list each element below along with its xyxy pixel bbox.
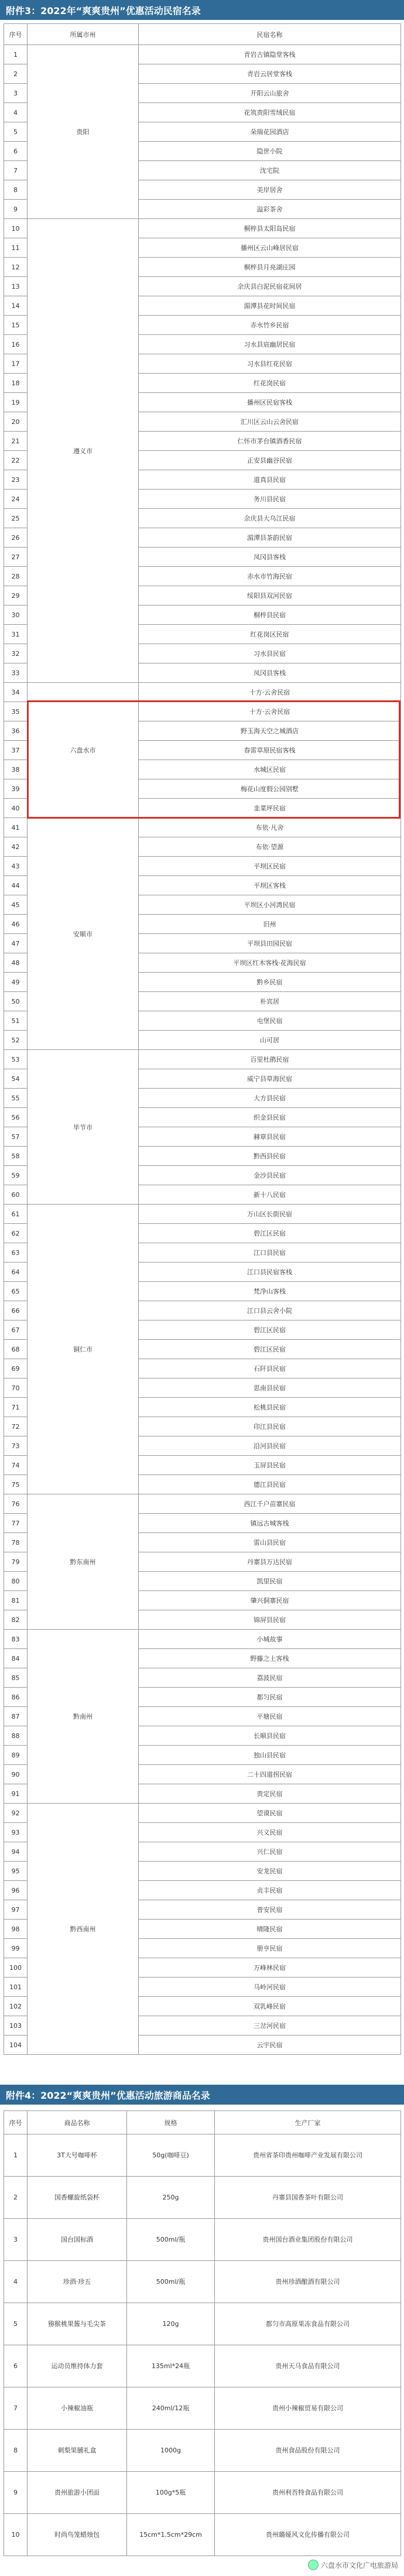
row-homestay-name: 习水县红花民宿 — [139, 354, 401, 374]
row-index: 23 — [4, 470, 28, 490]
row-spec: 500ml/瓶 — [127, 2261, 215, 2303]
wechat-icon — [308, 2560, 319, 2570]
row-maker: 贵州珍酒酿酒有限公司 — [215, 2261, 401, 2303]
row-index: 4 — [4, 103, 28, 122]
row-homestay-name: 碧江区民宿 — [139, 1224, 401, 1243]
table-row — [4, 2303, 401, 2345]
row-index: 11 — [4, 238, 28, 258]
row-homestay-name: 红花岗区民宿 — [139, 625, 401, 644]
row-index: 92 — [4, 1804, 28, 1823]
row-index: 22 — [4, 451, 28, 470]
row-homestay-name: 新十八民宿 — [139, 1185, 401, 1205]
row-index: 69 — [4, 1359, 28, 1378]
table-4-title: 附件4：2022“爽爽贵州”优惠活动旅游商品名录 — [0, 2085, 404, 2105]
row-product: 刺梨果脯礼盒 — [28, 2430, 127, 2472]
row-index: 96 — [4, 1881, 28, 1900]
row-index: 16 — [4, 335, 28, 354]
row-index: 14 — [4, 296, 28, 316]
row-homestay-name: 桐梓县月亮湖庄园 — [139, 258, 401, 277]
row-index: 66 — [4, 1301, 28, 1321]
row-index: 85 — [4, 1668, 28, 1688]
row-homestay-name: 长顺县民宿 — [139, 1726, 401, 1746]
row-index: 34 — [4, 683, 28, 702]
row-index: 27 — [4, 548, 28, 567]
watermark-text: 六盘水市文化广电旅游局 — [320, 2561, 398, 2570]
row-index: 29 — [4, 586, 28, 605]
table-4-section — [0, 2085, 404, 2105]
header-product: 商品名称 — [28, 2111, 127, 2134]
header-maker: 生产厂家 — [215, 2111, 401, 2134]
row-homestay-name: 印江县民宿 — [139, 1417, 401, 1436]
row-maker: 贵州小辣椒贸易有限公司 — [215, 2387, 401, 2430]
row-index: 2 — [4, 2177, 28, 2219]
row-homestay-name: 荔波民宿 — [139, 1668, 401, 1688]
row-index: 51 — [4, 1011, 28, 1031]
row-homestay-name: 平坝区民宿 — [139, 857, 401, 876]
row-product: 珍酒·珍五 — [28, 2261, 127, 2303]
table-row — [4, 2345, 401, 2387]
row-index: 71 — [4, 1398, 28, 1417]
row-homestay-name: 玉屏县民宿 — [139, 1456, 401, 1475]
row-index: 93 — [4, 1823, 28, 1842]
row-homestay-name: 万山区长街民宿 — [139, 1205, 401, 1224]
table-row — [4, 2387, 401, 2430]
table-row — [4, 219, 401, 238]
row-index: 32 — [4, 644, 28, 663]
row-index: 72 — [4, 1417, 28, 1436]
row-homestay-name: 松桃县民宿 — [139, 1398, 401, 1417]
row-maker: 都匀市高原果冻食品有限公司 — [215, 2303, 401, 2345]
row-homestay-name: 务川县民宿 — [139, 490, 401, 509]
row-homestay-name: 江口县云舍小院 — [139, 1301, 401, 1321]
row-index: 6 — [4, 2345, 28, 2387]
header-index: 序号 — [4, 24, 28, 45]
table-row — [4, 1630, 401, 1649]
row-homestay-name: 习水县宸幽居民宿 — [139, 335, 401, 354]
row-homestay-name: 安龙民宿 — [139, 1862, 401, 1881]
row-index: 65 — [4, 1282, 28, 1301]
table-row — [4, 2261, 401, 2303]
row-index: 47 — [4, 934, 28, 953]
row-homestay-name: 青岩云居堂客栈 — [139, 64, 401, 84]
table-row — [4, 2514, 401, 2556]
row-homestay-name: 百里杜鹃民宿 — [139, 1050, 401, 1069]
row-homestay-name: 湄潭县茶韵民宿 — [139, 528, 401, 548]
row-homestay-name: 布依·望源 — [139, 837, 401, 857]
row-homestay-name: 开阳云山旅舍 — [139, 84, 401, 103]
table-3-section — [0, 0, 404, 20]
row-homestay-name: 册亨民宿 — [139, 1939, 401, 1958]
row-index: 31 — [4, 625, 28, 644]
row-homestay-name: 普安民宿 — [139, 1900, 401, 1920]
row-homestay-name: 独山县民宿 — [139, 1746, 401, 1765]
table-row — [4, 2177, 401, 2219]
table-row — [4, 2472, 401, 2514]
table-row — [4, 45, 401, 64]
row-index: 82 — [4, 1610, 28, 1630]
row-homestay-name: 二十四道拐民宿 — [139, 1765, 401, 1784]
row-homestay-name: 凤冈县客栈 — [139, 548, 401, 567]
row-homestay-name: 青岩古镇隐堂客栈 — [139, 45, 401, 64]
row-index: 3 — [4, 84, 28, 103]
row-homestay-name: 赤水市竹海民宿 — [139, 567, 401, 586]
row-homestay-name: 雷山县民宿 — [139, 1533, 401, 1552]
row-index: 91 — [4, 1784, 28, 1804]
row-index: 44 — [4, 876, 28, 895]
row-index: 7 — [4, 2387, 28, 2430]
row-index: 52 — [4, 1031, 28, 1050]
row-homestay-name: 马岭河民宿 — [139, 1978, 401, 1997]
row-index: 98 — [4, 1920, 28, 1939]
table-row — [4, 818, 401, 837]
header-spec: 规格 — [127, 2111, 215, 2134]
row-spec: 135ml*24瓶 — [127, 2345, 215, 2387]
row-maker: 丹寨县国香茶叶有限公司 — [215, 2177, 401, 2219]
row-index: 78 — [4, 1533, 28, 1552]
row-index: 80 — [4, 1572, 28, 1591]
row-homestay-name: 江口县民宿客栈 — [139, 1263, 401, 1282]
row-homestay-name: 习水县民宿 — [139, 644, 401, 663]
header-name: 民宿名称 — [139, 24, 401, 45]
row-homestay-name: 双乳峰民宿 — [139, 1997, 401, 2016]
row-product: 3T大号咖啡杯 — [28, 2134, 127, 2177]
row-index: 68 — [4, 1340, 28, 1359]
row-index: 61 — [4, 1205, 28, 1224]
row-index: 100 — [4, 1958, 28, 1978]
row-homestay-name: 布依·凡舍 — [139, 818, 401, 837]
row-homestay-name: 三岔河民宿 — [139, 2016, 401, 2036]
row-index: 74 — [4, 1456, 28, 1475]
row-index: 1 — [4, 45, 28, 64]
row-index: 3 — [4, 2219, 28, 2261]
row-homestay-name: 肇兴侗寨民宿 — [139, 1591, 401, 1610]
table-row — [4, 1050, 401, 1069]
row-index: 2 — [4, 64, 28, 84]
row-index: 99 — [4, 1939, 28, 1958]
row-index: 101 — [4, 1978, 28, 1997]
row-index: 70 — [4, 1378, 28, 1398]
row-homestay-name: 隐世小院 — [139, 142, 401, 161]
table-row — [4, 1205, 401, 1224]
row-index: 40 — [4, 799, 28, 818]
row-index: 90 — [4, 1765, 28, 1784]
row-index: 1 — [4, 2134, 28, 2177]
row-homestay-name: 红花岗民宿 — [139, 374, 401, 393]
row-index: 9 — [4, 200, 28, 219]
row-index: 97 — [4, 1900, 28, 1920]
row-index: 50 — [4, 992, 28, 1011]
row-index: 33 — [4, 663, 28, 683]
row-index: 53 — [4, 1050, 28, 1069]
row-index: 15 — [4, 316, 28, 335]
watermark — [308, 2560, 398, 2570]
row-homestay-name: 贵定民宿 — [139, 1784, 401, 1804]
row-index: 62 — [4, 1224, 28, 1243]
table-row — [4, 2219, 401, 2261]
row-product: 猕猴桃果酱与毛尖茶 — [28, 2303, 127, 2345]
row-city: 六盘水市 — [28, 683, 139, 818]
row-index: 83 — [4, 1630, 28, 1649]
row-spec: 500ml/瓶 — [127, 2219, 215, 2261]
row-index: 89 — [4, 1746, 28, 1765]
row-index: 30 — [4, 605, 28, 625]
row-index: 5 — [4, 2303, 28, 2345]
row-index: 42 — [4, 837, 28, 857]
row-index: 21 — [4, 432, 28, 451]
row-index: 28 — [4, 567, 28, 586]
row-index: 81 — [4, 1591, 28, 1610]
row-maker: 贵州璐娅风文化传播有限公司 — [215, 2514, 401, 2556]
row-index: 18 — [4, 374, 28, 393]
row-homestay-name: 晴隆民宿 — [139, 1920, 401, 1939]
row-homestay-name: 道真县民宿 — [139, 470, 401, 490]
row-maker: 贵州利吾特食品有限公司 — [215, 2472, 401, 2514]
row-index: 45 — [4, 895, 28, 915]
row-product: 贵州旅游小团面 — [28, 2472, 127, 2514]
table-row — [4, 1804, 401, 1823]
row-spec: 100g*5瓶 — [127, 2472, 215, 2514]
row-index: 76 — [4, 1494, 28, 1514]
row-homestay-name: 桐梓县民宿 — [139, 605, 401, 625]
row-index: 25 — [4, 509, 28, 528]
row-homestay-name: 西江千户苗寨民宿 — [139, 1494, 401, 1514]
row-index: 57 — [4, 1127, 28, 1147]
row-city: 贵阳 — [28, 45, 139, 219]
row-homestay-name: 花筑贵阳雪绒民宿 — [139, 103, 401, 122]
row-index: 79 — [4, 1552, 28, 1572]
row-homestay-name: 织金县民宿 — [139, 1108, 401, 1127]
row-index: 86 — [4, 1688, 28, 1707]
row-homestay-name: 旧州 — [139, 915, 401, 934]
row-homestay-name: 黔乡民宿 — [139, 973, 401, 992]
row-index: 13 — [4, 277, 28, 296]
row-homestay-name: 屯堡民宿 — [139, 1011, 401, 1031]
row-homestay-name: 平坝县田园民宿 — [139, 934, 401, 953]
row-homestay-name: 朴宾居 — [139, 992, 401, 1011]
row-index: 10 — [4, 219, 28, 238]
row-homestay-name: 余庆县大乌江民宿 — [139, 509, 401, 528]
row-index: 41 — [4, 818, 28, 837]
row-homestay-name: 野玉海天空之城酒店 — [139, 721, 401, 741]
table-3-title: 附件3：2022年“爽爽贵州”优惠活动民宿名录 — [0, 0, 404, 20]
row-index: 103 — [4, 2016, 28, 2036]
row-homestay-name: 石阡县民宿 — [139, 1359, 401, 1378]
row-index: 84 — [4, 1649, 28, 1668]
row-homestay-name: 赫章县民宿 — [139, 1127, 401, 1147]
row-index: 9 — [4, 2472, 28, 2514]
row-homestay-name: 正安县幽谷民宿 — [139, 451, 401, 470]
row-homestay-name: 思南县民宿 — [139, 1378, 401, 1398]
row-city: 黔西南州 — [28, 1804, 139, 2055]
table-3 — [4, 23, 401, 2055]
row-homestay-name: 汇川区云山云舍民宿 — [139, 412, 401, 432]
row-spec: 50g(咖啡豆) — [127, 2134, 215, 2177]
row-homestay-name: 美岸居舍 — [139, 180, 401, 200]
row-maker: 贵州天马食品有限公司 — [215, 2345, 401, 2387]
row-city: 安顺市 — [28, 818, 139, 1050]
table-row — [4, 2134, 401, 2177]
row-spec: 120g — [127, 2303, 215, 2345]
row-maker: 贵州食品股份有限公司 — [215, 2430, 401, 2472]
row-homestay-name: 锦屏县民宿 — [139, 1610, 401, 1630]
row-homestay-name: 碧江区民宿 — [139, 1340, 401, 1359]
row-index: 54 — [4, 1069, 28, 1089]
row-homestay-name: 金沙县民宿 — [139, 1166, 401, 1185]
row-spec: 15cm*1.5cm*29cm — [127, 2514, 215, 2556]
row-homestay-name: 德江县民宿 — [139, 1475, 401, 1494]
row-index: 75 — [4, 1475, 28, 1494]
header-index: 序号 — [4, 2111, 28, 2134]
row-homestay-name: 韭菜坪民宿 — [139, 799, 401, 818]
row-homestay-name: 江口县民宿 — [139, 1243, 401, 1263]
row-maker: 贵州国台酒业集团股份有限公司 — [215, 2219, 401, 2261]
row-homestay-name: 梵净山客栈 — [139, 1282, 401, 1301]
row-homestay-name: 朵瑞花园酒店 — [139, 122, 401, 142]
row-index: 60 — [4, 1185, 28, 1205]
row-index: 87 — [4, 1707, 28, 1726]
row-index: 73 — [4, 1436, 28, 1456]
table-row — [4, 1494, 401, 1514]
row-homestay-name: 余庆县白泥民宿花间居 — [139, 277, 401, 296]
row-index: 88 — [4, 1726, 28, 1746]
row-index: 63 — [4, 1243, 28, 1263]
row-homestay-name: 兴义民宿 — [139, 1823, 401, 1842]
row-homestay-name: 绥阳县双河民宿 — [139, 586, 401, 605]
row-homestay-name: 凤冈县客栈 — [139, 663, 401, 683]
row-city: 铜仁市 — [28, 1205, 139, 1494]
row-index: 20 — [4, 412, 28, 432]
row-homestay-name: 山可居 — [139, 1031, 401, 1050]
row-spec: 1000g — [127, 2430, 215, 2472]
row-city: 黔南州 — [28, 1630, 139, 1804]
row-homestay-name: 兴仁民宿 — [139, 1842, 401, 1862]
row-homestay-name: 威宁县草海民宿 — [139, 1069, 401, 1089]
row-product: 国香螺旋纸袋杯 — [28, 2177, 127, 2219]
row-homestay-name: 溢彩茶舍 — [139, 200, 401, 219]
row-index: 35 — [4, 702, 28, 721]
row-homestay-name: 平坝区客栈 — [139, 876, 401, 895]
table-row — [4, 683, 401, 702]
row-index: 55 — [4, 1089, 28, 1108]
row-homestay-name: 云宇民宿 — [139, 2036, 401, 2055]
row-index: 38 — [4, 760, 28, 779]
row-index: 43 — [4, 857, 28, 876]
row-index: 56 — [4, 1108, 28, 1127]
row-homestay-name: 平塘民宿 — [139, 1707, 401, 1726]
row-homestay-name: 十方·云舍民宿 — [139, 702, 401, 721]
row-index: 5 — [4, 122, 28, 142]
row-city: 毕节市 — [28, 1050, 139, 1205]
row-index: 12 — [4, 258, 28, 277]
row-index: 46 — [4, 915, 28, 934]
row-product: 时尚鸟笼蜡烛包 — [28, 2514, 127, 2556]
row-homestay-name: 赤水竹乡民宿 — [139, 316, 401, 335]
row-index: 95 — [4, 1862, 28, 1881]
row-index: 8 — [4, 2430, 28, 2472]
row-index: 39 — [4, 779, 28, 799]
row-homestay-name: 野藤之上客栈 — [139, 1649, 401, 1668]
row-homestay-name: 播州区云山峰居民宿 — [139, 238, 401, 258]
row-homestay-name: 沿河县民宿 — [139, 1436, 401, 1456]
row-product: 运动员维持体力套 — [28, 2345, 127, 2387]
row-spec: 240ml/12瓶 — [127, 2387, 215, 2430]
row-index: 37 — [4, 741, 28, 760]
row-index: 19 — [4, 393, 28, 412]
row-homestay-name: 平坝区红木客栈·花海民宿 — [139, 953, 401, 973]
row-index: 6 — [4, 142, 28, 161]
row-homestay-name: 大方县民宿 — [139, 1089, 401, 1108]
row-homestay-name: 黔西县民宿 — [139, 1147, 401, 1166]
row-index: 48 — [4, 953, 28, 973]
row-homestay-name: 播州区民宿客栈 — [139, 393, 401, 412]
row-city: 遵义市 — [28, 219, 139, 683]
row-product: 小辣椒油瓶 — [28, 2387, 127, 2430]
row-index: 58 — [4, 1147, 28, 1166]
highlight-box — [27, 700, 400, 819]
row-homestay-name: 春雷草原民宿客栈 — [139, 741, 401, 760]
row-spec: 250g — [127, 2177, 215, 2219]
row-homestay-name: 沈宅院 — [139, 161, 401, 180]
table-4 — [4, 2110, 401, 2556]
row-city: 黔东南州 — [28, 1494, 139, 1630]
row-index: 67 — [4, 1321, 28, 1340]
row-index: 94 — [4, 1842, 28, 1862]
row-homestay-name: 都匀民宿 — [139, 1688, 401, 1707]
row-index: 77 — [4, 1514, 28, 1533]
row-homestay-name: 万峰林民宿 — [139, 1958, 401, 1978]
row-index: 104 — [4, 2036, 28, 2055]
row-homestay-name: 贞丰民宿 — [139, 1881, 401, 1900]
row-homestay-name: 桐梓县太阳岛民宿 — [139, 219, 401, 238]
row-homestay-name: 镇远古城客栈 — [139, 1514, 401, 1533]
row-homestay-name: 凯里民宿 — [139, 1572, 401, 1591]
row-homestay-name: 十方·云舍民宿 — [139, 683, 401, 702]
row-homestay-name: 碧江区民宿 — [139, 1321, 401, 1340]
row-homestay-name: 丹寨县万达民宿 — [139, 1552, 401, 1572]
row-homestay-name: 小城故事 — [139, 1630, 401, 1649]
row-product: 国台国标酒 — [28, 2219, 127, 2261]
row-index: 102 — [4, 1997, 28, 2016]
row-index: 64 — [4, 1263, 28, 1282]
row-homestay-name: 水城区民宿 — [139, 760, 401, 779]
row-index: 24 — [4, 490, 28, 509]
row-index: 4 — [4, 2261, 28, 2303]
row-index: 26 — [4, 528, 28, 548]
row-index: 10 — [4, 2514, 28, 2556]
header-city: 所属市州 — [28, 24, 139, 45]
row-homestay-name: 平坝区小河湾民宿 — [139, 895, 401, 915]
table-row — [4, 2430, 401, 2472]
row-maker: 贵州省茶印贵州咖啡产业发展有限公司 — [215, 2134, 401, 2177]
row-index: 49 — [4, 973, 28, 992]
row-homestay-name: 湄潭县花时间民宿 — [139, 296, 401, 316]
row-index: 8 — [4, 180, 28, 200]
row-index: 59 — [4, 1166, 28, 1185]
row-index: 17 — [4, 354, 28, 374]
row-index: 7 — [4, 161, 28, 180]
row-homestay-name: 望谟民宿 — [139, 1804, 401, 1823]
row-homestay-name: 梅花山度假公园别墅 — [139, 779, 401, 799]
row-index: 36 — [4, 721, 28, 741]
row-homestay-name: 仁怀市茅台镇酒香民宿 — [139, 432, 401, 451]
